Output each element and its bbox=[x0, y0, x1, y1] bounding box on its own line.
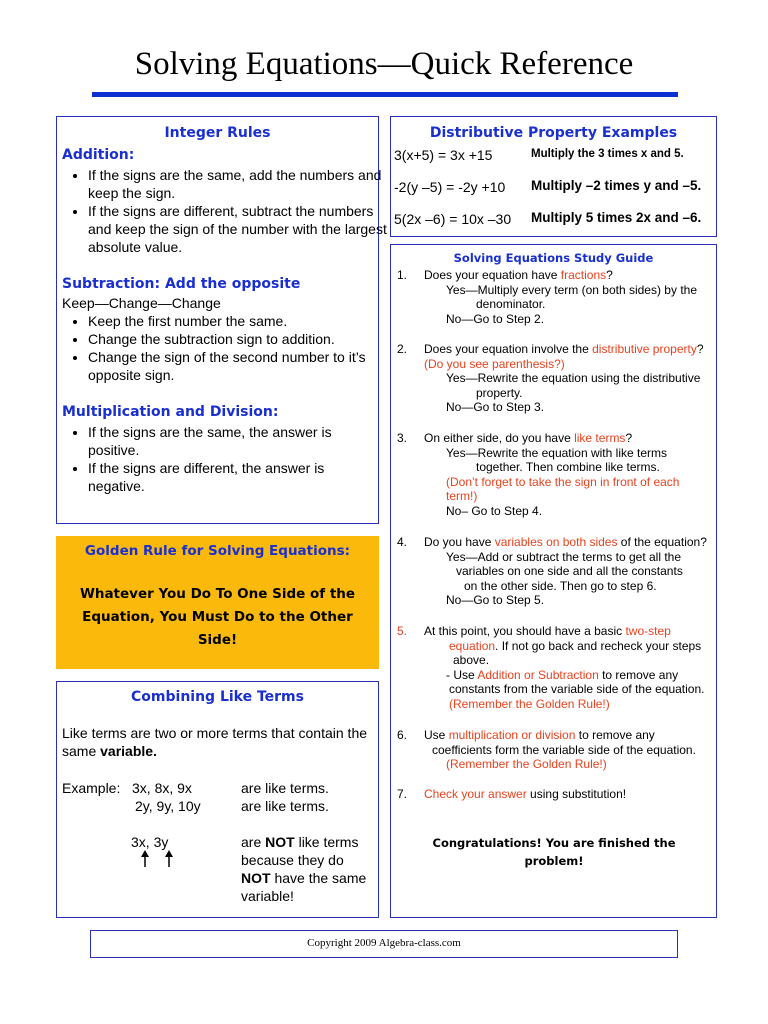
subtraction-list bbox=[62, 312, 400, 384]
distributive-equation-3: 5(2x –6) = 10x –30 bbox=[394, 211, 512, 227]
example-terms-1: 3x, 8x, 9x bbox=[132, 780, 192, 796]
list-item: • If the signs are different, subtract the numbers and keep the sign of the number with the largest absolute value. bbox=[88, 202, 400, 256]
study-guide-box: Solving Equations Study Guide 1. Does your equation have fractions? Yes—Multiply every term (on both sides) by the denominator. No—Go to Step 2. 2. Does your equation involve the distributive property? (Do you see parenthesis?) Yes—Rewrite the equation using the distributive property. No—Go to Step 3. 3. On either side, do you have like terms? Yes—Rewrite the equation with like terms together. Then combine like terms. (Don’t forget to take the sign in front of each term!) No– Go to Step 4. 4. Do you have variables on both sides of the equation? Yes—Add or subtract the terms to get all the variables on one side and all the constants on the other side. Then go to step 6. No—Go to Step 5. 5. At this point, you should have a basic two-step equation. If not go back and recheck your steps above. - Use Addition or Subtraction to remove any constants from the variable side of the equation. (Remember the Golden Rule!) 6. Use multiplication or division to remove any coefficients form the variable side of the equation. (Remember the Golden Rule!) 7. Check your answer using substitution! Congratulations! You are finished the problem! bbox=[390, 244, 717, 918]
example-label: Example: bbox=[62, 780, 121, 796]
distributive-desc-1: Multiply the 3 times x and 5. bbox=[531, 148, 684, 160]
list-item: • If the signs are the same, add the numbers and keep the sign. bbox=[88, 166, 400, 202]
like-terms-definition: Like terms are two or more terms that contain the same variable. bbox=[62, 725, 368, 759]
subtraction-heading: Subtraction: Add the opposite bbox=[62, 276, 301, 292]
list-item: • If the signs are the same, the answer is positive. bbox=[88, 423, 378, 459]
study-guide-heading: Solving Equations Study Guide bbox=[453, 251, 654, 265]
distributive-box bbox=[390, 116, 717, 237]
golden-rule-box bbox=[56, 536, 379, 669]
distributive-desc-2: Multiply –2 times y and –5. bbox=[531, 178, 702, 193]
example-desc-1: are like terms. bbox=[241, 780, 329, 796]
page-title: Solving Equations—Quick Reference bbox=[134, 46, 634, 82]
example-desc-3: are NOT like terms because they do NOT have the same variable! bbox=[241, 834, 367, 904]
distributive-heading: Distributive Property Examples bbox=[429, 125, 678, 141]
arrow-up-icon bbox=[164, 850, 174, 868]
copyright-box bbox=[90, 930, 678, 958]
multdiv-heading: Multiplication and Division: bbox=[62, 404, 279, 420]
like-terms-heading: Combining Like Terms bbox=[131, 689, 304, 705]
copyright-text: Copyright 2009 Algebra-class.com bbox=[307, 937, 461, 949]
list-item: • Keep the first number the same. bbox=[88, 312, 400, 330]
integer-rules-heading: Integer Rules bbox=[164, 125, 271, 141]
list-item: • Change the sign of the second number to it’s opposite sign. bbox=[88, 348, 400, 384]
list-item: • If the signs are different, the answer is negative. bbox=[88, 459, 378, 495]
example-desc-2: are like terms. bbox=[241, 798, 329, 814]
congratulations-text: Congratulations! You are finished the problem! bbox=[432, 836, 676, 868]
subtraction-mnemonic: Keep—Change—Change bbox=[62, 295, 221, 311]
addition-heading: Addition: bbox=[62, 147, 135, 163]
distributive-equation-1: 3(x+5) = 3x +15 bbox=[394, 147, 493, 163]
example-terms-3: 3x, 3y bbox=[131, 834, 169, 850]
golden-rule-heading: Golden Rule for Solving Equations: bbox=[84, 543, 351, 559]
distributive-desc-3: Multiply 5 times 2x and –6. bbox=[531, 210, 702, 225]
like-terms-box bbox=[56, 681, 379, 918]
example-terms-2: 2y, 9y, 10y bbox=[135, 798, 201, 814]
integer-rules-box bbox=[56, 116, 387, 524]
addition-list bbox=[62, 166, 400, 256]
list-item: • Change the subtraction sign to addition. bbox=[88, 330, 400, 348]
distributive-equation-2: -2(y –5) = -2y +10 bbox=[394, 179, 506, 195]
golden-rule-body: Whatever You Do To One Side of the Equation, You Must Do to the Other Side! bbox=[79, 586, 356, 648]
multdiv-list bbox=[62, 423, 378, 495]
title-underline bbox=[92, 92, 678, 97]
arrow-up-icon bbox=[140, 850, 150, 868]
